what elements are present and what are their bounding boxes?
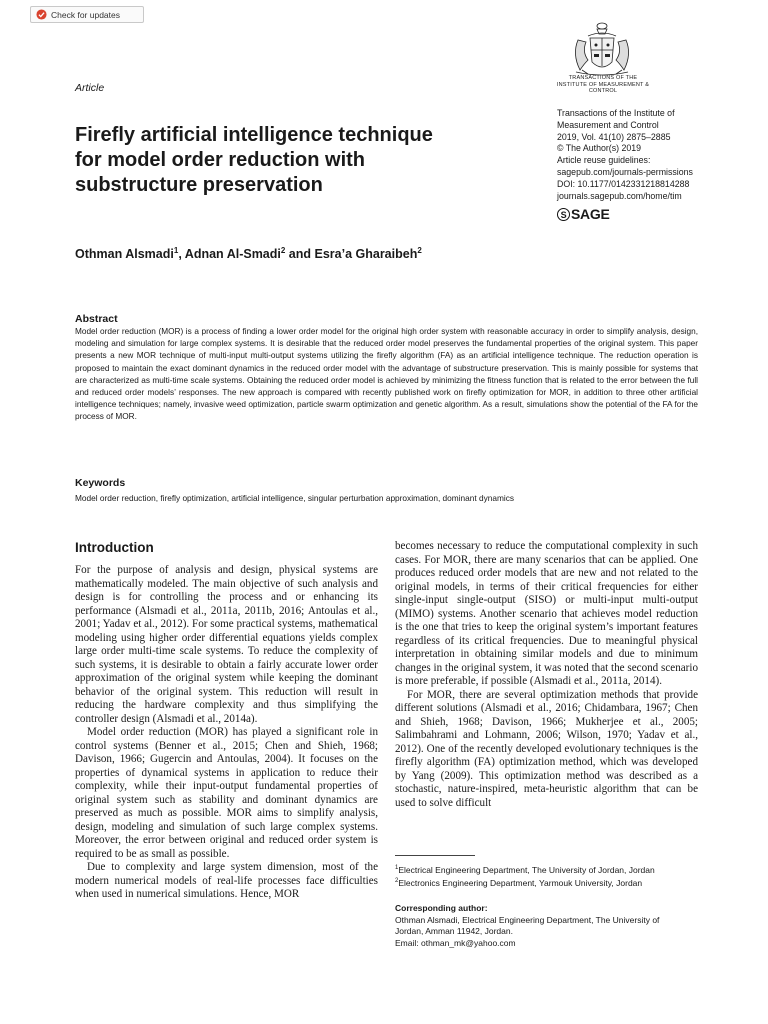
- title-line: for model order reduction with: [75, 149, 366, 171]
- journal-info-line: Measurement and Control: [557, 119, 659, 130]
- corresponding-author-details: [395, 915, 698, 949]
- introduction-heading: Introduction: [75, 540, 154, 555]
- author-affiliation-mark: 2: [280, 246, 286, 255]
- permissions-link[interactable]: sagepub.com/journals-permissions: [557, 166, 693, 177]
- journal-homepage-link[interactable]: journals.sagepub.com/home/tim: [557, 190, 682, 201]
- journal-info-line: © The Author(s) 2019: [557, 143, 642, 154]
- footnote: [395, 863, 698, 876]
- body-paragraph: For the purpose of analysis and design, physical systems are mathematically modeled. The main objective of such analysis and design is for controlling the process and or enhancing its performance (Alsmadi et al., 2011a, 2011b, 2016; Antoulas et al., 2001; Yadav et al., 2012). For some practical systems, mathematical modeling using higher order differential equations yields complex large order multi-time scale systems. To reduce the complexity of such systems, it is desirable to obtain a fairly accurate lower order approximation of the original system while keeping the dominant behavior of the original system. This reduction will result in reducing the hardware complexity and thus simplifying the controller design (Alsmadi et al., 2014a).: [75, 564, 378, 725]
- sage-s-icon: S: [557, 208, 570, 221]
- corresponding-email-link[interactable]: Email: othman_mk@yahoo.com: [395, 937, 516, 948]
- author-name: Esra’a Gharaibeh: [314, 247, 418, 262]
- author-and: and: [285, 247, 315, 262]
- journal-info-line: 2019, Vol. 41(10) 2875–2885: [557, 131, 671, 142]
- body-paragraph: For MOR, there are several optimization methods that provide different solutions (Alsmadi et al., 2016; Chidambara, 1967; Chen and Shieh, 1968; Davison, 1966; Mukherjee et al., 2005; Salimbahrami and Lohmann, 2006; Wilson, 1970; Yadav et al., 2012). One of the recently developed evolutionary techniques is the firefly algorithm (FA) optimization method, which was developed by Yang (2009). This optimization method was described as a stochastic, nature-inspired, meta-heuristic algorithm that can be used to solve difficult: [395, 688, 698, 809]
- keywords-text: Model order reduction, firefly optimization, artificial intelligence, singular perturbation approximation, dominant dynamics: [75, 493, 515, 503]
- footnote-text: Electronics Engineering Department, Yarmouk University, Jordan: [398, 878, 643, 889]
- body-column-right: [395, 540, 698, 810]
- footnote: [395, 876, 698, 889]
- affiliation-footnotes: [395, 863, 698, 890]
- check-updates-label: Check for updates: [51, 9, 120, 20]
- journal-info-line: Article reuse guidelines:: [557, 155, 651, 166]
- author-affiliation-mark: 2: [417, 246, 422, 255]
- author-separator: ,: [178, 247, 185, 262]
- corresponding-line: Jordan, Amman 11942, Jordan.: [395, 926, 513, 937]
- author-list: [75, 246, 422, 261]
- body-paragraph: Model order reduction (MOR) has played a significant role in control systems (Benner et al., 2015; Chen and Shieh, 1968; Davison, 1966; Gugercin and Antoulas, 2004). It focuses on the properties of dynamical systems in application to reduce their complexity, while their input-output fundamental properties of original system such as stability and dominant dynamics are preserved as much as possible. MOR aims to simplify analysis, design, modeling and simulation of such large complex systems. Moreover, the error between original and reduced order system is required to be as small as possible.: [75, 726, 378, 860]
- body-paragraph: Due to complexity and large system dimension, most of the modern numerical models of real-life processes face difficulties when used in numerical simulations. Hence, MOR: [75, 861, 378, 900]
- journal-logo-text: TRANSACTIONS OF THE INSTITUTE OF MEASUREMENT & CONTROL: [556, 75, 650, 94]
- check-updates-icon: [36, 9, 47, 20]
- author-affiliation-mark: 1: [173, 246, 179, 255]
- corresponding-author-heading: Corresponding author:: [395, 903, 488, 913]
- journal-info-line: Transactions of the Institute of: [557, 108, 675, 118]
- journal-info: [557, 108, 747, 202]
- author-name: Adnan Al-Smadi: [184, 247, 281, 262]
- footnote-text: Electrical Engineering Department, The University of Jordan, Jordan: [398, 864, 655, 875]
- body-column-left: [75, 564, 378, 902]
- abstract-text: Model order reduction (MOR) is a process of finding a lower order model for the original high order system with reasonable accuracy in order to simplify analysis, design, modeling and simulation for large complex systems. It is desirable that the reduced order model preserves the fundamental properties of the original system. This paper presents a new MOR technique of multi-input multi-output systems utilizing the firefly algorithm (FA) as an artificial intelligence technique. The reduction operation is proposed to maintain the exact dominant dynamics in the reduced order model with the advantage of substructure preservation. This is mainly possible for systems that are characterized as multi-time scale systems. Obtaining the reduced order model is achieved by minimizing the fitness function that is related to the error between the full and reduced order models’ responses. The new approach is compared with recently published work on firefly optimization for MOR, in addition to three other artificial intelligence techniques; namely, invasive weed optimization, particle swarm optimization and genetic algorithm. As a result, simulations show the potential of the FA for the process of MOR.: [75, 327, 698, 422]
- title-line: substructure preservation: [75, 174, 323, 196]
- author-name: Othman Alsmadi: [75, 247, 174, 262]
- sage-publisher-logo: [557, 206, 609, 222]
- check-for-updates-button[interactable]: [30, 6, 144, 23]
- abstract-heading: Abstract: [75, 313, 118, 325]
- publisher-name: SAGE: [571, 206, 610, 222]
- body-paragraph: becomes necessary to reduce the computational complexity in such cases. For MOR, there are many scenarios that can be applied. One produces reduced order models that are new and not related to the original models, in terms of their critical frequencies for either single-input single-output (SISO) or multi-input multi-output (MIMO) systems. Another scenario that achieves model reduction is the one that tries to keep the original system’s important features regardless of its critical frequencies. Due to meaningful physical interpretation in obtaining similar models and due to minimum changes in the original system, it was noted that the second scenario is more preferable, if possible (Alsmadi et al., 2011a, 2014).: [395, 540, 698, 687]
- doi-link[interactable]: DOI: 10.1177/0142331218814288: [557, 178, 690, 189]
- title-line: Firefly artificial intelligence technique: [75, 124, 433, 146]
- corresponding-line: Othman Alsmadi, Electrical Engineering Department, The University of: [395, 915, 660, 925]
- footnote-divider: [395, 855, 475, 856]
- footnote-number: 2: [395, 878, 399, 885]
- keywords-heading: Keywords: [75, 477, 126, 489]
- paper-title: [75, 123, 495, 198]
- footnote-number: 1: [395, 865, 399, 871]
- article-type-label: Article: [75, 82, 105, 94]
